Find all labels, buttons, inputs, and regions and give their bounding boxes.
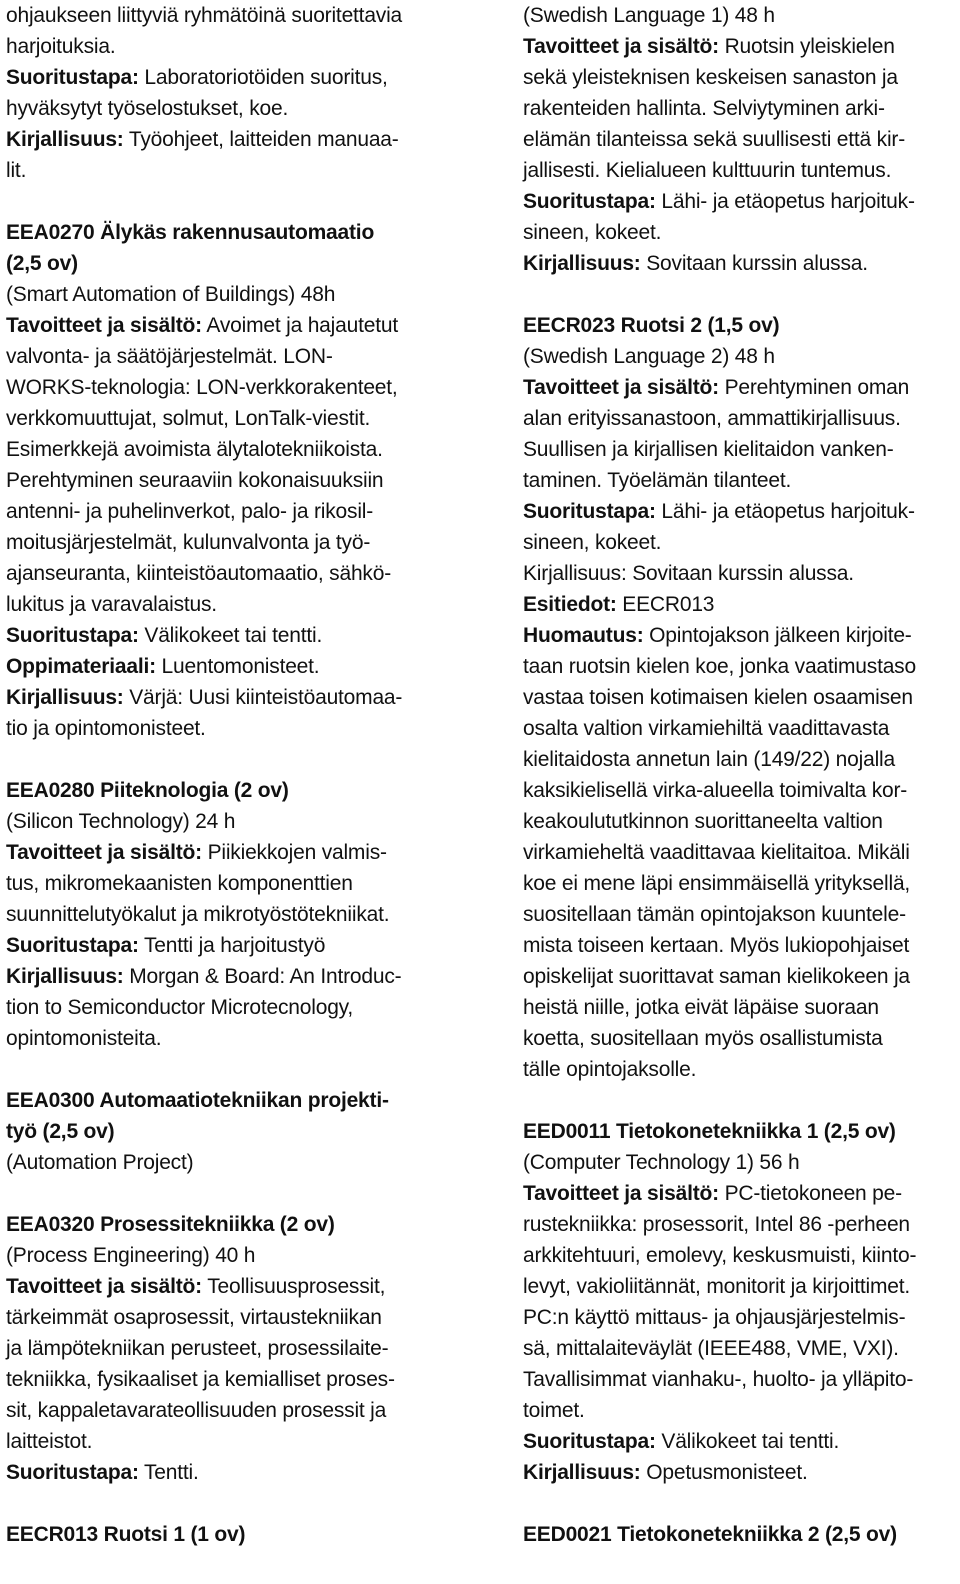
text-run: Välikokeet tai tentti. [655, 1430, 840, 1453]
bold-label: Tavoitteet ja sisältö: [523, 35, 719, 58]
text-line [523, 930, 955, 961]
text-run: levyt, vakioliitännät, monitorit ja kirjoittimet. [523, 1275, 911, 1298]
text-line [523, 558, 955, 589]
bold-label: (2,5 ov) [6, 252, 78, 275]
text-line [523, 1395, 955, 1426]
text-line [523, 961, 955, 992]
text-line [523, 1364, 955, 1395]
text-line [523, 1519, 955, 1550]
text-line [6, 1209, 451, 1240]
text-line [6, 961, 451, 992]
text-line [6, 1519, 451, 1550]
text-line [6, 1364, 451, 1395]
text-line [6, 713, 451, 744]
text-line [523, 527, 955, 558]
text-run: koetta, suositellaan myös osallistumista [523, 1027, 883, 1050]
paragraph-gap [6, 744, 451, 775]
text-line [523, 0, 955, 31]
text-run: tus, mikromekaanisten komponenttien [6, 872, 353, 895]
text-run: rakenteiden hallinta. Selviytyminen arki- [523, 97, 885, 120]
text-run: taminen. Työelämän tilanteet. [523, 469, 792, 492]
text-run: laitteistot. [6, 1430, 93, 1453]
text-run: moitusjärjestelmät, kulunvalvonta ja työ- [6, 531, 371, 554]
text-line [523, 620, 955, 651]
text-run: osalta valtion virkamiehiltä vaadittavasta [523, 717, 890, 740]
text-line [6, 248, 451, 279]
text-run: ja lämpötekniikan perusteet, prosessilaite- [6, 1337, 389, 1360]
text-line [523, 744, 955, 775]
text-line [523, 186, 955, 217]
bold-label: Kirjallisuus: [6, 686, 124, 709]
text-line [523, 310, 955, 341]
text-line [523, 682, 955, 713]
text-line [523, 1209, 955, 1240]
text-run: vastaa toisen kotimaisen kielen osaamisen [523, 686, 913, 709]
text-line [6, 1395, 451, 1426]
text-run: valvonta- ja säätöjärjestelmät. LON- [6, 345, 333, 368]
paragraph-gap [6, 1054, 451, 1085]
text-line [6, 217, 451, 248]
text-line [6, 62, 451, 93]
text-run: heistä niille, jotka eivät läpäise suoraan [523, 996, 879, 1019]
text-run: antenni- ja puhelinverkot, palo- ja rikosil- [6, 500, 374, 523]
bold-label: Tavoitteet ja sisältö: [523, 1182, 719, 1205]
text-line [523, 1178, 955, 1209]
text-run: lit. [6, 159, 27, 182]
bold-label: Suoritustapa: [6, 1461, 139, 1484]
text-run: (Swedish Language 2) 48 h [523, 345, 775, 368]
text-line [6, 1333, 451, 1364]
text-run: PC-tietokoneen pe- [718, 1182, 902, 1205]
bold-label: Suoritustapa: [6, 934, 139, 957]
text-run: Lähi- ja etäopetus harjoituk- [655, 190, 915, 213]
text-run: hyväksytyt työselostukset, koe. [6, 97, 289, 120]
text-run: kaksikielisellä virka-alueella toimivalta kor- [523, 779, 908, 802]
text-line [6, 899, 451, 930]
text-line [523, 1023, 955, 1054]
text-line [6, 124, 451, 155]
text-run: (Automation Project) [6, 1151, 194, 1174]
bold-label: Suoritustapa: [523, 500, 656, 523]
bold-label: EEA0280 Piiteknologia (2 ov) [6, 779, 289, 802]
text-run: sä, mittalaiteväylät (IEEE488, VME, VXI). [523, 1337, 899, 1360]
text-run: Kirjallisuus: Sovitaan kurssin alussa. [523, 562, 854, 585]
text-line [6, 620, 451, 651]
text-line [523, 403, 955, 434]
text-line [6, 1023, 451, 1054]
right-column [523, 0, 955, 1550]
text-line [6, 31, 451, 62]
bold-label: Esitiedot: [523, 593, 617, 616]
text-run: Tentti ja harjoitustyö [138, 934, 326, 957]
text-run: Lähi- ja etäopetus harjoituk- [655, 500, 915, 523]
text-line [523, 1147, 955, 1178]
text-line [6, 775, 451, 806]
text-line [6, 155, 451, 186]
text-line [523, 899, 955, 930]
text-line [523, 837, 955, 868]
text-run: Tentti. [138, 1461, 199, 1484]
text-run: sit, kappaletavarateollisuuden prosessit ja [6, 1399, 387, 1422]
text-line [6, 1271, 451, 1302]
text-line [6, 1116, 451, 1147]
bold-label: EEA0300 Automaatiotekniikan projekti- [6, 1089, 389, 1112]
text-line [6, 1085, 451, 1116]
text-run: keakoulututkinnon suorittaneelta valtion [523, 810, 883, 833]
text-run: tärkeimmät osaprosessit, virtaustekniikan [6, 1306, 382, 1329]
bold-label: Tavoitteet ja sisältö: [6, 314, 202, 337]
paragraph-gap [6, 1178, 451, 1209]
bold-label: Suoritustapa: [523, 1430, 656, 1453]
bold-label: Tavoitteet ja sisältö: [523, 376, 719, 399]
text-run: virkamieheltä vaadittavaa kielitaitoa. Mikäli [523, 841, 910, 864]
paragraph-gap [523, 1488, 955, 1519]
text-run: (Silicon Technology) 24 h [6, 810, 236, 833]
text-run: Perehtyminen oman [718, 376, 910, 399]
text-run: Teollisuusprosessit, [201, 1275, 386, 1298]
text-run: Värjä: Uusi kiinteistöautomaa- [123, 686, 403, 709]
text-line [523, 651, 955, 682]
text-line [523, 775, 955, 806]
text-run: sineen, kokeet. [523, 221, 662, 244]
text-line [523, 155, 955, 186]
text-run: Avoimet ja hajautetut [201, 314, 398, 337]
text-line [523, 806, 955, 837]
text-line [6, 992, 451, 1023]
text-line [6, 589, 451, 620]
text-run: WORKS-teknologia: LON-verkkorakenteet, [6, 376, 398, 399]
paragraph-gap [523, 1085, 955, 1116]
text-run: (Swedish Language 1) 48 h [523, 4, 775, 27]
text-line [523, 1457, 955, 1488]
text-run: tälle opintojaksolle. [523, 1058, 697, 1081]
text-line [523, 62, 955, 93]
text-run: Suullisen ja kirjallisen kielitaidon vanken- [523, 438, 894, 461]
text-run: (Process Engineering) 40 h [6, 1244, 256, 1267]
text-run: Sovitaan kurssin alussa. [640, 252, 868, 275]
bold-label: Kirjallisuus: [523, 252, 641, 275]
text-run: Morgan & Board: An Introduc- [123, 965, 402, 988]
text-line [523, 1116, 955, 1147]
text-line [523, 248, 955, 279]
text-run: Tavallisimmat vianhaku-, huolto- ja ylläpito- [523, 1368, 914, 1391]
text-run: Piikiekkojen valmis- [201, 841, 387, 864]
text-run: EECR013 [616, 593, 715, 616]
text-run: opintomonisteita. [6, 1027, 162, 1050]
bold-label: EED0011 Tietokonetekniikka 1 (2,5 ov) [523, 1120, 896, 1143]
bold-label: Tavoitteet ja sisältö: [6, 841, 202, 864]
text-run: PC:n käyttö mittaus- ja ohjausjärjestelmis- [523, 1306, 906, 1329]
text-run: Perehtyminen seuraaviin kokonaisuuksiin [6, 469, 384, 492]
text-line [523, 713, 955, 744]
text-line [6, 341, 451, 372]
text-run: mista toiseen kertaan. Myös lukiopohjaiset [523, 934, 910, 957]
text-line [523, 341, 955, 372]
text-line [6, 1240, 451, 1271]
text-line [523, 1426, 955, 1457]
text-run: arkkitehtuuri, emolevy, keskusmuisti, kiinto- [523, 1244, 917, 1267]
text-line [523, 1333, 955, 1364]
text-run: Ruotsin yleiskielen [718, 35, 895, 58]
bold-label: Suoritustapa: [6, 624, 139, 647]
text-run: Työohjeet, laitteiden manuaa- [123, 128, 399, 151]
text-line [6, 93, 451, 124]
bold-label: EEA0270 Älykäs rakennusautomaatio [6, 221, 375, 244]
text-run: suunnittelutyökalut ja mikrotyöstötekniikat. [6, 903, 390, 926]
text-run: tekniikka, fysikaaliset ja kemialliset proses- [6, 1368, 395, 1391]
paragraph-gap [6, 186, 451, 217]
text-run: elämän tilanteissa sekä suullisesti että kir- [523, 128, 906, 151]
text-line [6, 1457, 451, 1488]
text-run: ajanseuranta, kiinteistöautomaatio, sähkö- [6, 562, 392, 585]
text-run: sineen, kokeet. [523, 531, 662, 554]
bold-label: Kirjallisuus: [6, 965, 124, 988]
text-line [523, 372, 955, 403]
text-run: Opintojakson jälkeen kirjoite- [643, 624, 912, 647]
text-line [523, 1271, 955, 1302]
text-run: jallisesti. Kielialueen kulttuurin tuntemus. [523, 159, 892, 182]
text-line [6, 403, 451, 434]
bold-label: EECR013 Ruotsi 1 (1 ov) [6, 1523, 246, 1546]
left-column [6, 0, 451, 1550]
text-run: tion to Semiconductor Microtecnology, [6, 996, 354, 1019]
bold-label: työ (2,5 ov) [6, 1120, 115, 1143]
text-line [523, 589, 955, 620]
paragraph-gap [6, 1488, 451, 1519]
bold-label: Oppimateriaali: [6, 655, 156, 678]
text-run: opiskelijat suorittavat saman kielikokeen ja [523, 965, 910, 988]
text-run: verkkomuuttujat, solmut, LonTalk-viestit. [6, 407, 371, 430]
text-run: Välikokeet tai tentti. [138, 624, 323, 647]
text-run: rustekniikka: prosessorit, Intel 86 -perheen [523, 1213, 910, 1236]
text-line [6, 310, 451, 341]
text-run: (Smart Automation of Buildings) 48h [6, 283, 336, 306]
text-run: Luentomonisteet. [155, 655, 320, 678]
text-line [523, 434, 955, 465]
text-line [523, 465, 955, 496]
text-line [6, 651, 451, 682]
bold-label: EEA0320 Prosessitekniikka (2 ov) [6, 1213, 335, 1236]
text-line [523, 124, 955, 155]
text-line [523, 992, 955, 1023]
text-line [6, 682, 451, 713]
text-line [523, 93, 955, 124]
text-run: harjoituksia. [6, 35, 116, 58]
text-run: koe ei mene läpi ensimmäisellä yrityksellä, [523, 872, 911, 895]
text-line [6, 0, 451, 31]
text-line [6, 1426, 451, 1457]
bold-label: Suoritustapa: [6, 66, 139, 89]
text-line [523, 31, 955, 62]
text-line [6, 806, 451, 837]
text-run: Opetusmonisteet. [640, 1461, 808, 1484]
bold-label: EED0021 Tietokonetekniikka 2 (2,5 ov) [523, 1523, 897, 1546]
text-run: toimet. [523, 1399, 585, 1422]
text-line [6, 527, 451, 558]
text-line [523, 1240, 955, 1271]
text-run: lukitus ja varavalaistus. [6, 593, 217, 616]
text-run: ohjaukseen liittyviä ryhmätöinä suoritettavia [6, 4, 403, 27]
text-run: taan ruotsin kielen koe, jonka vaatimustaso [523, 655, 916, 678]
paragraph-gap [523, 279, 955, 310]
text-line [6, 837, 451, 868]
bold-label: Suoritustapa: [523, 190, 656, 213]
bold-label: Kirjallisuus: [6, 128, 124, 151]
text-run: Esimerkkejä avoimista älytalotekniikoista. [6, 438, 383, 461]
text-line [523, 496, 955, 527]
text-line [6, 434, 451, 465]
text-line [6, 496, 451, 527]
bold-label: EECR023 Ruotsi 2 (1,5 ov) [523, 314, 780, 337]
text-line [6, 930, 451, 961]
text-run: kielitaidosta annetun lain (149/22) nojalla [523, 748, 895, 771]
text-run: (Computer Technology 1) 56 h [523, 1151, 800, 1174]
text-run: Laboratoriotöiden suoritus, [138, 66, 388, 89]
text-line [6, 372, 451, 403]
bold-label: Kirjallisuus: [523, 1461, 641, 1484]
text-line [6, 558, 451, 589]
text-run: alan erityissanastoon, ammattikirjallisuus. [523, 407, 901, 430]
text-line [523, 217, 955, 248]
text-line [523, 1054, 955, 1085]
text-line [6, 1302, 451, 1333]
text-line [6, 1147, 451, 1178]
text-run: suositellaan tämän opintojakson kuuntele- [523, 903, 906, 926]
text-line [6, 465, 451, 496]
text-run: tio ja opintomonisteet. [6, 717, 206, 740]
bold-label: Huomautus: [523, 624, 644, 647]
text-line [523, 1302, 955, 1333]
text-line [523, 868, 955, 899]
text-line [6, 279, 451, 310]
text-line [6, 868, 451, 899]
bold-label: Tavoitteet ja sisältö: [6, 1275, 202, 1298]
text-run: sekä yleisteknisen keskeisen sanaston ja [523, 66, 898, 89]
